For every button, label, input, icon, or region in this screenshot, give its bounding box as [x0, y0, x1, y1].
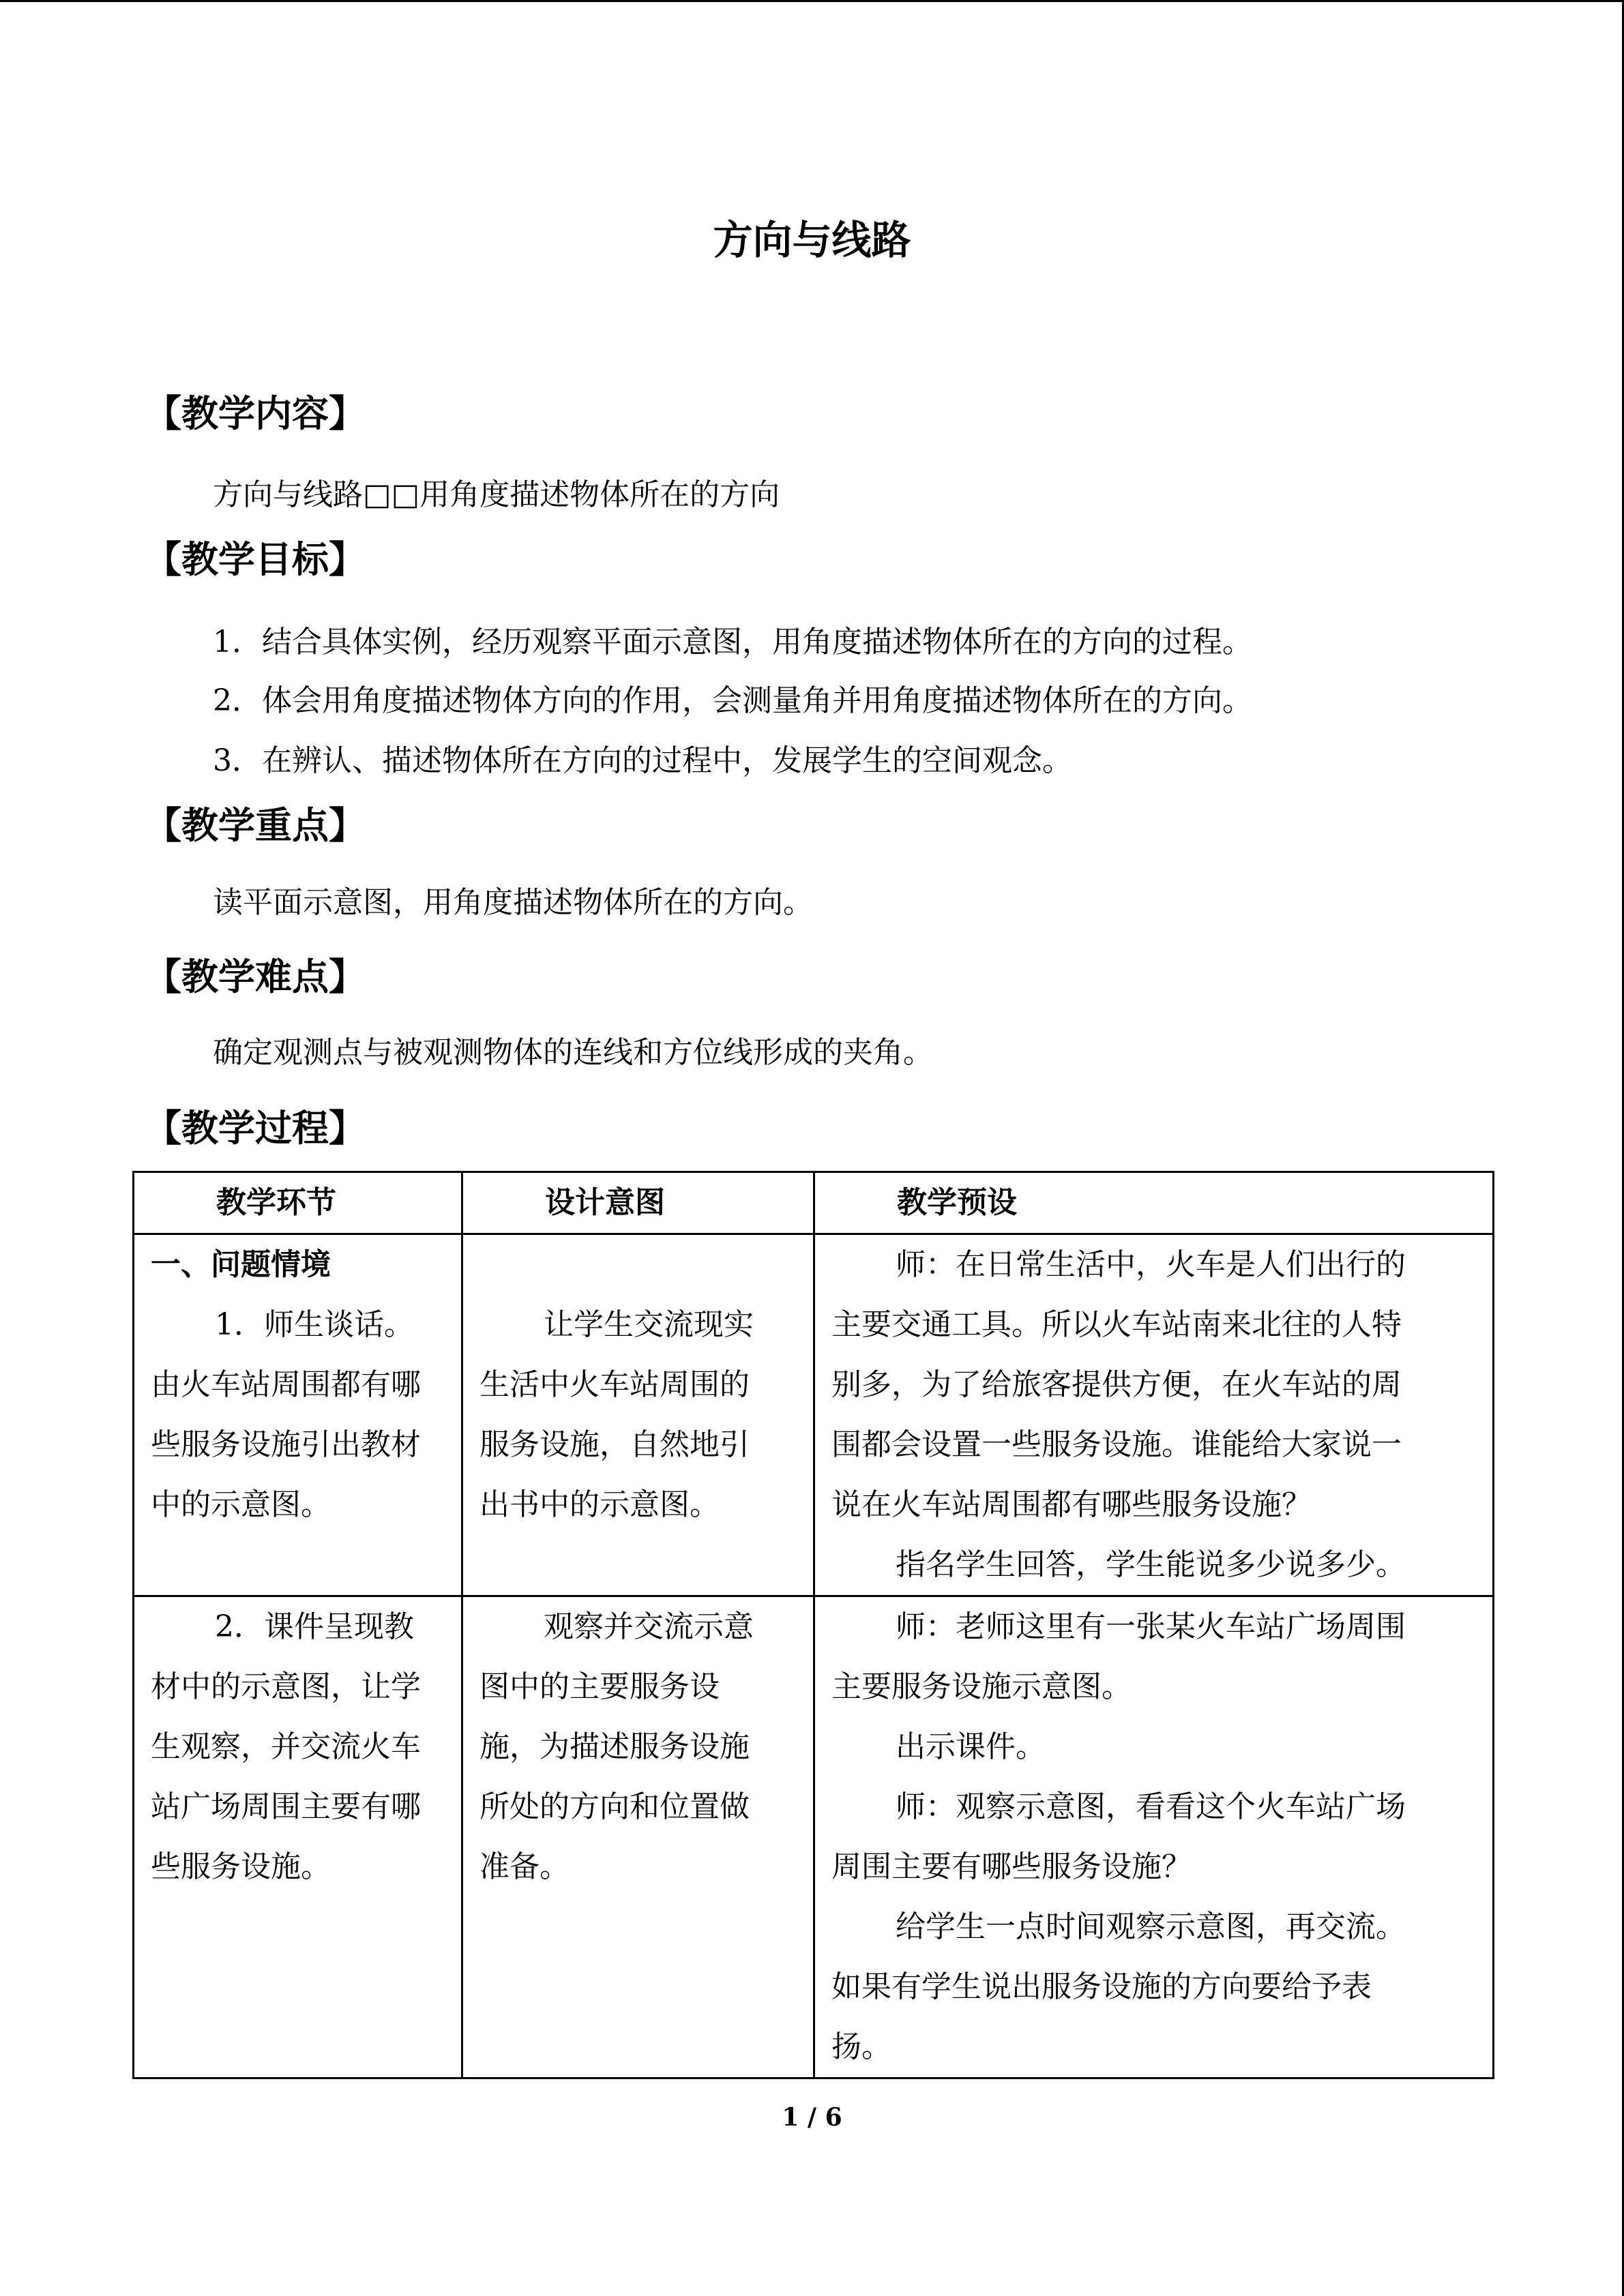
stage-line: 由火车站周围都有哪	[151, 1367, 421, 1402]
intent-line: 出书中的示意图。	[479, 1487, 720, 1522]
stage-line: 中的示意图。	[151, 1487, 331, 1522]
intent-line: 服务设施，自然地引	[479, 1427, 750, 1462]
page-border-top	[0, 0, 1624, 2]
heading-teaching-goals: 【教学目标】	[145, 537, 366, 581]
cell-plan	[814, 1234, 1494, 1596]
intent-line: 所处的方向和位置做	[479, 1789, 750, 1824]
intent-line: 让学生交流现实	[544, 1307, 754, 1342]
stage-line: 些服务设施。	[151, 1849, 331, 1884]
heading-teaching-content: 【教学内容】	[145, 391, 366, 435]
stage-line: 些服务设施引出教材	[151, 1427, 421, 1462]
teaching-content-text: 方向与线路□□用角度描述物体所在的方向	[213, 477, 780, 512]
key-points-text: 读平面示意图，用角度描述物体所在的方向。	[213, 885, 813, 920]
plan-line: 扬。	[831, 2029, 891, 2064]
plan-line: 围都会设置一些服务设施。谁能给大家说一	[831, 1427, 1402, 1462]
plan-line: 如果有学生说出服务设施的方向要给予表	[831, 1969, 1372, 2004]
intent-line: 生活中火车站周围的	[479, 1367, 750, 1402]
stage-line: 1．师生谈话。	[215, 1307, 414, 1342]
cell-stage	[134, 1234, 462, 1596]
plan-line: 主要交通工具。所以火车站南来北往的人特	[831, 1307, 1402, 1342]
intent-line: 观察并交流示意	[544, 1609, 754, 1644]
document-title: 方向与线路	[713, 217, 911, 263]
plan-line: 给学生一点时间观察示意图，再交流。	[896, 1909, 1406, 1944]
cell-intent	[462, 1234, 814, 1596]
stage-line: 2．课件呈现教	[215, 1609, 414, 1644]
plan-line: 别多，为了给旅客提供方便，在火车站的周	[831, 1367, 1402, 1402]
plan-line: 师：在日常生活中，火车是人们出行的	[896, 1247, 1406, 1282]
intent-line: 准备。	[479, 1849, 570, 1884]
plan-line: 说在火车站周围都有哪些服务设施？	[831, 1487, 1312, 1522]
goal-item-3: 3．在辨认、描述物体所在方向的过程中，发展学生的空间观念。	[213, 743, 1072, 778]
difficulties-text: 确定观测点与被观测物体的连线和方位线形成的夹角。	[213, 1035, 933, 1070]
goal-item-2: 2．体会用角度描述物体方向的作用，会测量角并用角度描述物体所在的方向。	[213, 683, 1252, 718]
goal-item-1: 1．结合具体实例，经历观察平面示意图，用角度描述物体所在的方向的过程。	[213, 625, 1252, 659]
heading-teaching-process: 【教学过程】	[145, 1106, 366, 1150]
plan-line: 师：老师这里有一张某火车站广场周围	[896, 1609, 1406, 1644]
table-header-plan: 教学预设	[814, 1172, 1494, 1234]
teaching-process-table	[132, 1171, 1494, 2079]
stage-title: 一、问题情境	[151, 1247, 331, 1282]
plan-line: 指名学生回答，学生能说多少说多少。	[896, 1547, 1406, 1582]
stage-line: 材中的示意图，让学	[151, 1669, 421, 1704]
intent-line: 施，为描述服务设施	[479, 1729, 750, 1764]
table-row	[134, 1234, 1494, 1596]
table-row	[134, 1596, 1494, 2078]
cell-stage	[134, 1596, 462, 2078]
heading-difficulties: 【教学难点】	[145, 955, 366, 998]
plan-line: 主要服务设施示意图。	[831, 1669, 1132, 1704]
heading-key-points: 【教学重点】	[145, 803, 366, 847]
table-header-intent: 设计意图	[462, 1172, 814, 1234]
cell-plan	[814, 1596, 1494, 2078]
plan-line: 出示课件。	[896, 1729, 1046, 1764]
cell-intent	[462, 1596, 814, 2078]
stage-line: 生观察，并交流火车	[151, 1729, 421, 1764]
intent-line: 图中的主要服务设	[479, 1669, 720, 1704]
table-header-stage: 教学环节	[134, 1172, 462, 1234]
plan-line: 周围主要有哪些服务设施？	[831, 1849, 1192, 1884]
page-number: 1 / 6	[782, 2103, 842, 2132]
plan-line: 师：观察示意图，看看这个火车站广场	[896, 1789, 1406, 1824]
stage-line: 站广场周围主要有哪	[151, 1789, 421, 1824]
